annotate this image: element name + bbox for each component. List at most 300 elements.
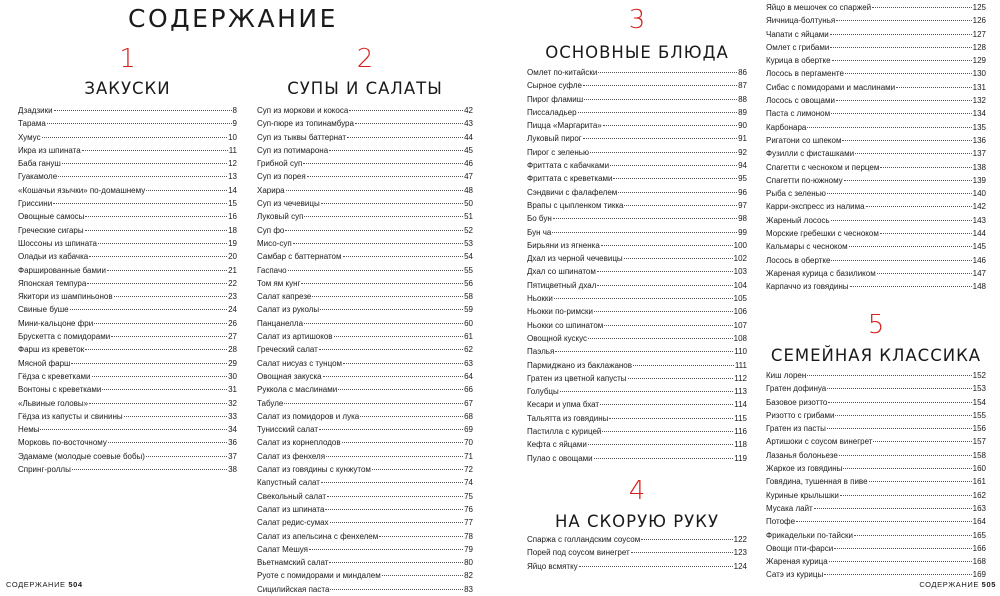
dot-leader [329, 562, 463, 563]
dot-leader [309, 549, 463, 550]
toc-entry [257, 436, 473, 449]
dot-leader [347, 137, 463, 138]
entry-title: Дхал со шпинатом [527, 267, 596, 277]
entry-page: 124 [733, 561, 747, 571]
dot-leader [834, 548, 971, 549]
entry-page: 11 [228, 145, 237, 155]
entry-page: 91 [738, 134, 747, 144]
dot-leader [600, 404, 733, 405]
entry-title: Японская темпура [18, 278, 87, 288]
dot-leader [72, 469, 227, 470]
entry-title: Яйцо в мешочек со спаржей [766, 3, 872, 12]
toc-entry [18, 383, 237, 396]
entry-page: 24 [228, 305, 237, 315]
toc-entry [257, 104, 473, 117]
dot-leader [146, 456, 227, 457]
toc-entry [527, 305, 747, 318]
entry-page: 156 [972, 424, 986, 434]
dot-leader [869, 481, 972, 482]
entry-title: «Кошачьи язычки» по-домашнему [18, 185, 146, 195]
entry-title: Бун ча [527, 227, 552, 237]
entry-title: Ньокки со шпинатом [527, 320, 604, 330]
entry-page: 145 [972, 242, 986, 252]
dot-leader [85, 230, 227, 231]
entry-page: 147 [972, 268, 986, 278]
dot-leader [873, 441, 971, 442]
toc-entry [257, 264, 473, 277]
toc-entry [766, 187, 986, 200]
section-number: 1 [119, 44, 136, 74]
toc-entry [766, 240, 986, 253]
entry-title: Карпаччо из говядины [766, 282, 849, 292]
entry-title: Спринг-роллы [18, 465, 71, 475]
toc-entry [766, 1, 986, 14]
dot-leader [613, 178, 737, 179]
dot-leader [319, 429, 463, 430]
dot-leader [618, 192, 737, 193]
page-title: СОДЕРЖАНИЕ [128, 4, 338, 33]
dot-leader [849, 246, 972, 247]
toc-entry [257, 224, 473, 237]
toc-entry [257, 210, 473, 223]
entry-title: Фарш из креветок [18, 345, 85, 355]
dot-leader [601, 245, 733, 246]
dot-leader [843, 468, 971, 469]
toc-entry [527, 560, 747, 573]
entry-page: 99 [738, 227, 747, 237]
toc-entry [18, 131, 237, 144]
entry-title: Рыба с зеленью [766, 189, 826, 199]
entry-page: 59 [464, 305, 473, 315]
entry-title: Карбонара [766, 122, 807, 132]
entry-page: 37 [228, 451, 237, 461]
toc-entry [527, 398, 747, 411]
toc-entry [257, 157, 473, 170]
entry-page: 32 [228, 398, 237, 408]
dot-leader [85, 216, 227, 217]
toc-entry [766, 280, 986, 293]
toc-entry [766, 542, 986, 555]
entry-title: Киш лорен [766, 371, 807, 380]
toc-entry [766, 107, 986, 120]
entry-title: Гёдза с креветками [18, 371, 91, 381]
dot-leader [47, 123, 232, 124]
dot-leader [146, 190, 227, 191]
entry-page: 169 [972, 570, 986, 580]
dot-leader [71, 363, 227, 364]
toc-entry [527, 372, 747, 385]
entry-title: Ньокки [527, 294, 553, 304]
dot-leader [594, 311, 733, 312]
dot-leader [555, 351, 733, 352]
entry-page: 132 [972, 96, 986, 106]
entry-page: 86 [738, 68, 747, 77]
entry-page: 152 [972, 371, 986, 380]
entry-page: 26 [228, 318, 237, 328]
entry-title: Мусака лайт [766, 503, 813, 513]
entry-page: 30 [228, 371, 237, 381]
toc-entry [18, 224, 237, 237]
toc-list-4-continued [766, 1, 986, 294]
toc-entry [257, 450, 473, 463]
entry-page: 16 [228, 212, 237, 222]
toc-entry [766, 174, 986, 187]
toc-entry [18, 450, 237, 463]
dot-leader [807, 127, 971, 128]
entry-page: 55 [464, 265, 473, 275]
entry-title: Жареная курица с базиликом [766, 268, 876, 278]
toc-entry [257, 290, 473, 303]
entry-page: 129 [972, 56, 986, 66]
entry-title: Пирог фламиш [527, 94, 584, 104]
toc-entry [527, 93, 747, 106]
dot-leader [830, 34, 972, 35]
entry-page: 54 [464, 252, 473, 262]
entry-page: 88 [738, 94, 747, 104]
entry-title: Руккола с маслинами [257, 385, 338, 395]
dot-leader [560, 391, 733, 392]
entry-title: Салат Мешуя [257, 544, 309, 554]
entry-title: Ньокки по-римски [527, 307, 593, 317]
dot-leader [840, 495, 972, 496]
entry-page: 165 [972, 530, 986, 540]
entry-page: 51 [464, 212, 473, 222]
entry-page: 110 [734, 347, 747, 357]
toc-entry [257, 197, 473, 210]
entry-title: Гратен дофинуа [766, 384, 827, 394]
entry-title: Гаспачо [257, 265, 287, 275]
entry-page: 20 [228, 252, 237, 262]
toc-entry [18, 144, 237, 157]
entry-title: Салат из артишоков [257, 332, 333, 342]
toc-list-1 [18, 104, 237, 476]
entry-page: 42 [464, 106, 473, 115]
section-number: 5 [867, 310, 885, 340]
toc-entry [766, 502, 986, 515]
toc-list-4 [527, 533, 747, 573]
dot-leader [836, 100, 972, 101]
entry-title: Салат из руколы [257, 305, 320, 315]
entry-title: Спагетти по-южному [766, 175, 843, 185]
entry-title: Лазанья болоньезе [766, 450, 838, 460]
dot-leader [624, 258, 733, 259]
entry-page: 106 [733, 307, 747, 317]
entry-title: Жаркое из говядины [766, 464, 843, 474]
entry-page: 83 [464, 584, 473, 594]
dot-leader [58, 176, 227, 177]
dot-leader [579, 566, 733, 567]
toc-entry [18, 290, 237, 303]
toc-entry [527, 186, 747, 199]
entry-title: Греческие сигары [18, 225, 84, 235]
section-title: НА СКОРУЮ РУКУ [555, 512, 719, 531]
toc-entry [527, 199, 747, 212]
entry-title: Гриссини [18, 199, 53, 209]
dot-leader [583, 85, 737, 86]
entry-page: 122 [733, 535, 747, 544]
entry-page: 111 [734, 360, 747, 370]
entry-page: 146 [972, 255, 986, 265]
entry-title: Сибас с помидорами и маслинами [766, 82, 896, 92]
dot-leader [641, 539, 732, 540]
dot-leader [54, 110, 232, 111]
entry-page: 9 [232, 119, 237, 129]
entry-page: 116 [734, 427, 747, 437]
toc-entry [18, 277, 237, 290]
toc-entry [766, 54, 986, 67]
entry-page: 97 [738, 200, 747, 210]
entry-title: Салат из помидоров и лука [257, 411, 360, 421]
dot-leader [552, 232, 737, 233]
dot-leader [610, 165, 737, 166]
dot-leader [379, 536, 463, 537]
entry-page: 95 [738, 174, 747, 184]
dot-leader [321, 203, 463, 204]
toc-entry [766, 214, 986, 227]
dot-leader [796, 521, 972, 522]
entry-title: Салат из фенхеля [257, 451, 326, 461]
toc-entry [527, 172, 747, 185]
entry-title: Лосось в обертке [766, 255, 831, 265]
entry-title: Овощные самосы [18, 212, 85, 222]
entry-page: 27 [228, 332, 237, 342]
entry-title: Капустный салат [257, 478, 320, 488]
dot-leader [330, 589, 463, 590]
entry-page: 90 [738, 121, 747, 131]
entry-title: Пармиджано из баклажанов [527, 360, 633, 370]
dot-leader [325, 509, 463, 510]
entry-page: 153 [972, 384, 986, 394]
toc-entry [766, 28, 986, 41]
toc-entry [766, 396, 986, 409]
dot-leader [323, 376, 464, 377]
entry-title: Салат из говядины с кунжутом [257, 465, 371, 475]
dot-leader [301, 283, 463, 284]
entry-page: 45 [464, 145, 473, 155]
entry-page: 48 [464, 185, 473, 195]
footer-left [6, 580, 83, 589]
dot-leader [854, 535, 972, 536]
entry-title: Морские гребешки с чесноком [766, 229, 879, 239]
entry-title: Луковый пирог [527, 134, 582, 144]
dot-leader [372, 469, 463, 470]
entry-title: Якитори из шампиньонов [18, 292, 113, 302]
toc-entry [766, 529, 986, 542]
entry-page: 19 [228, 238, 237, 248]
toc-entry [527, 132, 747, 145]
toc-entry [18, 370, 237, 383]
toc-entry [257, 543, 473, 556]
entry-page: 163 [972, 503, 986, 513]
entry-title: Салат из корнеплодов [257, 438, 341, 448]
entry-title: Базовое ризотто [766, 397, 828, 407]
entry-page: 115 [734, 413, 747, 423]
dot-leader [633, 365, 734, 366]
entry-title: Салат нисуаз с тунцом [257, 358, 343, 368]
entry-page: 140 [972, 189, 986, 199]
entry-title: Овощной кускус [527, 333, 587, 343]
entry-title: Ризотто с грибами [766, 410, 835, 420]
dot-leader [382, 575, 463, 576]
dot-leader [554, 298, 733, 299]
entry-title: «Львиные головы» [18, 398, 89, 408]
toc-entry [527, 106, 747, 119]
entry-title: Тарама [18, 119, 46, 129]
toc-entry [527, 66, 747, 79]
toc-entry [18, 184, 237, 197]
entry-title: Фрикадельки по-тайски [766, 530, 853, 540]
entry-page: 94 [738, 161, 747, 171]
toc-entry [527, 412, 747, 425]
section-title: СЕМЕЙНАЯ КЛАССИКА [770, 346, 982, 365]
entry-title: Суп фо [257, 225, 285, 235]
dot-leader [304, 323, 463, 324]
entry-page: 67 [464, 398, 473, 408]
entry-title: Кальмары с чесноком [766, 242, 848, 252]
dot-leader [827, 193, 972, 194]
toc-entry [527, 425, 747, 438]
toc-entry [257, 330, 473, 343]
dot-leader [588, 338, 733, 339]
entry-title: Сатэ из курицы [766, 570, 824, 580]
entry-page: 53 [464, 238, 473, 248]
entry-title: Пятицветный дхал [527, 280, 597, 290]
entry-title: Жареный лосось [766, 215, 830, 225]
entry-title: Потофе [766, 517, 796, 527]
dot-leader [320, 309, 463, 310]
toc-entry [766, 449, 986, 462]
dot-leader [631, 552, 733, 553]
dot-leader [832, 60, 972, 61]
entry-title: Тальятта из говядины [527, 413, 609, 423]
toc-entry [527, 533, 747, 546]
dot-leader [326, 456, 463, 457]
entry-page: 78 [464, 531, 473, 541]
entry-title: Врапы с цыпленком тикка [527, 200, 624, 210]
entry-title: Сэндвичи с фалафелем [527, 187, 618, 197]
entry-title: Немы [18, 425, 40, 435]
dot-leader [114, 296, 228, 297]
dot-leader [124, 416, 227, 417]
entry-title: Лосось в пергаменте [766, 69, 844, 79]
entry-title: Фаршированные бамии [18, 265, 106, 275]
dot-leader [553, 218, 737, 219]
toc-entry [766, 94, 986, 107]
entry-page: 119 [734, 453, 747, 463]
toc-entry [18, 343, 237, 356]
section-2 [257, 46, 473, 98]
entry-title: Грибной суп [257, 159, 303, 169]
dot-leader [583, 138, 737, 139]
toc-entry [257, 463, 473, 476]
toc-entry [527, 239, 747, 252]
entry-title: Фриттата с креветками [527, 174, 613, 184]
toc-entry [257, 516, 473, 529]
entry-page: 58 [464, 292, 473, 302]
toc-entry [766, 227, 986, 240]
entry-page: 130 [972, 69, 986, 79]
toc-entry [527, 226, 747, 239]
entry-page: 131 [972, 82, 986, 92]
entry-page: 61 [464, 332, 473, 342]
entry-page: 36 [228, 438, 237, 448]
dot-leader [319, 349, 463, 350]
toc-entry [257, 237, 473, 250]
section-title: ОСНОВНЫЕ БЛЮДА [545, 43, 729, 62]
toc-entry [527, 265, 747, 278]
entry-page: 34 [228, 425, 237, 435]
entry-title: Суп из потимарона [257, 145, 329, 155]
dot-leader [603, 125, 737, 126]
entry-page: 166 [972, 543, 986, 553]
footer-right [919, 580, 996, 589]
entry-title: Пулао с овощами [527, 453, 593, 463]
entry-page: 92 [738, 147, 747, 157]
entry-page: 125 [972, 3, 986, 12]
toc-entry [257, 184, 473, 197]
toc-entry [527, 345, 747, 358]
toc-entry [766, 67, 986, 80]
toc-entry [18, 170, 237, 183]
toc-entry [257, 117, 473, 130]
entry-title: Артишоки с соусом винегрет [766, 437, 873, 447]
toc-entry [766, 200, 986, 213]
dot-leader [602, 431, 733, 432]
entry-title: Дхал из черной чечевицы [527, 254, 623, 264]
dot-leader [338, 389, 463, 390]
dot-leader [82, 150, 228, 151]
toc-entry [257, 476, 473, 489]
toc-entry [18, 436, 237, 449]
toc-entry [527, 332, 747, 345]
dot-leader [360, 416, 463, 417]
entry-title: Салат редис-сумах [257, 518, 329, 528]
dot-leader [334, 336, 464, 337]
entry-page: 161 [972, 477, 986, 487]
entry-page: 43 [464, 119, 473, 129]
dot-leader [828, 402, 971, 403]
entry-title: Гратен из пасты [766, 424, 826, 434]
dot-leader [349, 110, 463, 111]
toc-entry [257, 343, 473, 356]
section-4 [527, 478, 747, 531]
dot-leader [107, 270, 227, 271]
entry-page: 71 [464, 451, 473, 461]
section-1 [18, 46, 237, 98]
dot-leader [872, 7, 972, 8]
dot-leader [70, 309, 227, 310]
entry-title: Паста с лимоном [766, 109, 831, 119]
toc-entry [527, 292, 747, 305]
entry-title: Баба гануш [18, 159, 61, 169]
entry-title: Мисо-суп [257, 238, 292, 248]
entry-title: Говядина, тушенная в пиве [766, 477, 868, 487]
entry-title: Руоте с помидорами и миндалем [257, 571, 381, 581]
toc-entry [766, 422, 986, 435]
dot-leader [824, 574, 971, 575]
toc-entry [257, 410, 473, 423]
page-number: 505 [981, 580, 996, 589]
dot-leader [102, 389, 227, 390]
entry-page: 82 [464, 571, 473, 581]
entry-title: Брускетта с помидорами [18, 332, 111, 342]
entry-page: 118 [734, 440, 747, 450]
entry-page: 114 [734, 400, 747, 410]
toc-entry [257, 569, 473, 582]
dot-leader [831, 260, 971, 261]
entry-title: Паэлья [527, 347, 555, 357]
entry-title: Фриттата с кабачками [527, 161, 610, 171]
